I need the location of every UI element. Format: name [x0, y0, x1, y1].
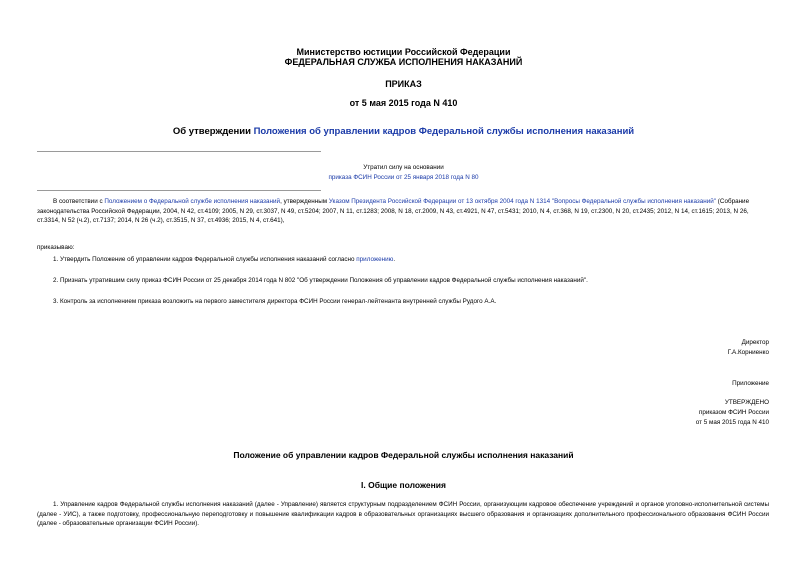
- ministry-heading: Министерство юстиции Российской Федерации: [296, 47, 511, 57]
- divider-bottom: [37, 190, 321, 191]
- section-heading: I. Общие положения: [361, 480, 446, 490]
- preamble-text-2: , утвержденным: [280, 198, 329, 205]
- appendix-link[interactable]: приложению: [356, 256, 394, 263]
- status-line: Утратил силу на основании: [363, 164, 444, 171]
- approved-label: УТВЕРЖДЕНО: [724, 399, 769, 406]
- regulation-link[interactable]: Положением о Федеральной службе исполнения наказаний: [104, 198, 281, 205]
- doc-type-heading: ПРИКАЗ: [385, 79, 422, 89]
- item-1-end: .: [393, 256, 396, 263]
- item-2: 2. Признать утратившим силу приказ ФСИН России от 25 декабря 2014 года N 802 "Об утверждении Положения об управлении кадров Федеральной службы исполнения наказаний".: [53, 277, 588, 284]
- item-1-text: 1. Утвердить Положение об управлении кадров Федеральной службы исполнения наказаний согласно: [53, 256, 357, 263]
- preamble-text-1: В соответствии с: [53, 198, 105, 205]
- divider-top: [37, 151, 321, 152]
- regulation-paragraph-1: 1. Управление кадров Федеральной службы исполнения наказаний (далее - Управление) является структурным подразделением ФСИН России, организующим кадровое обеспечение учреждений и органов уголовно-исполнительной системы (далее - УИС), а также подготовку, профессиональную переподготовку и повышение квалификации кадров в образовательных организациях высшего образования и организациях дополнительного профессионального образования ФСИН России (далее - образовательные организации ФСИН России).: [37, 501, 769, 528]
- regulation-title: Положение об управлении кадров Федеральной службы исполнения наказаний: [233, 450, 574, 460]
- service-heading: ФЕДЕРАЛЬНАЯ СЛУЖБА ИСПОЛНЕНИЯ НАКАЗАНИЙ: [284, 57, 523, 67]
- item-3: 3. Контроль за исполнением приказа возложить на первого заместителя директора ФСИН России генерал-лейтенанта внутренней службы Рудого А.А.: [53, 298, 497, 305]
- title-link[interactable]: Положения об управлении кадров Федеральной службы исполнения наказаний: [253, 126, 635, 137]
- order-word: приказываю:: [37, 244, 75, 251]
- approved-by-order: приказом ФСИН России: [698, 409, 769, 416]
- appendix-label: Приложение: [732, 380, 769, 387]
- signer-name: Г.А.Корниенко: [727, 349, 769, 356]
- title-prefix: Об утверждении: [172, 126, 254, 137]
- page-title: [0, 126, 807, 137]
- preamble-text-3: (Собрание законодательства Российской Федерации, 2004, N 42, ст.4109; 2005, N 29, ст.3037, N 49, ст.5204; 2007, N 11, ст.1283; 2008, N 18, ст.2009, N 43, ст.4921, N 47, ст.5431; 2010, N 4, ст.368, N 19, ст.2300, N 20, ст.2435; 2012, N 14, ст.1615; 2013, N 26, ст.3314, N 52 (ч.2), ст.7137; 2014, N 26 (ч.2), ст.3515, N 37, ст.4936; 2015, N 4, ст.641),: [37, 198, 750, 225]
- doc-date-heading: от 5 мая 2015 года N 410: [349, 98, 458, 108]
- decree-link[interactable]: Указом Президента Российской Федерации от 13 октября 2004 года N 1314 "Вопросы Федеральной службы исполнения наказаний": [328, 198, 717, 205]
- preamble-paragraph: [37, 197, 769, 226]
- status-link[interactable]: приказа ФСИН России от 25 января 2018 года N 80: [328, 174, 479, 181]
- approved-date: от 5 мая 2015 года N 410: [695, 419, 769, 426]
- signer-position: Директор: [741, 339, 769, 346]
- item-1: [37, 255, 769, 265]
